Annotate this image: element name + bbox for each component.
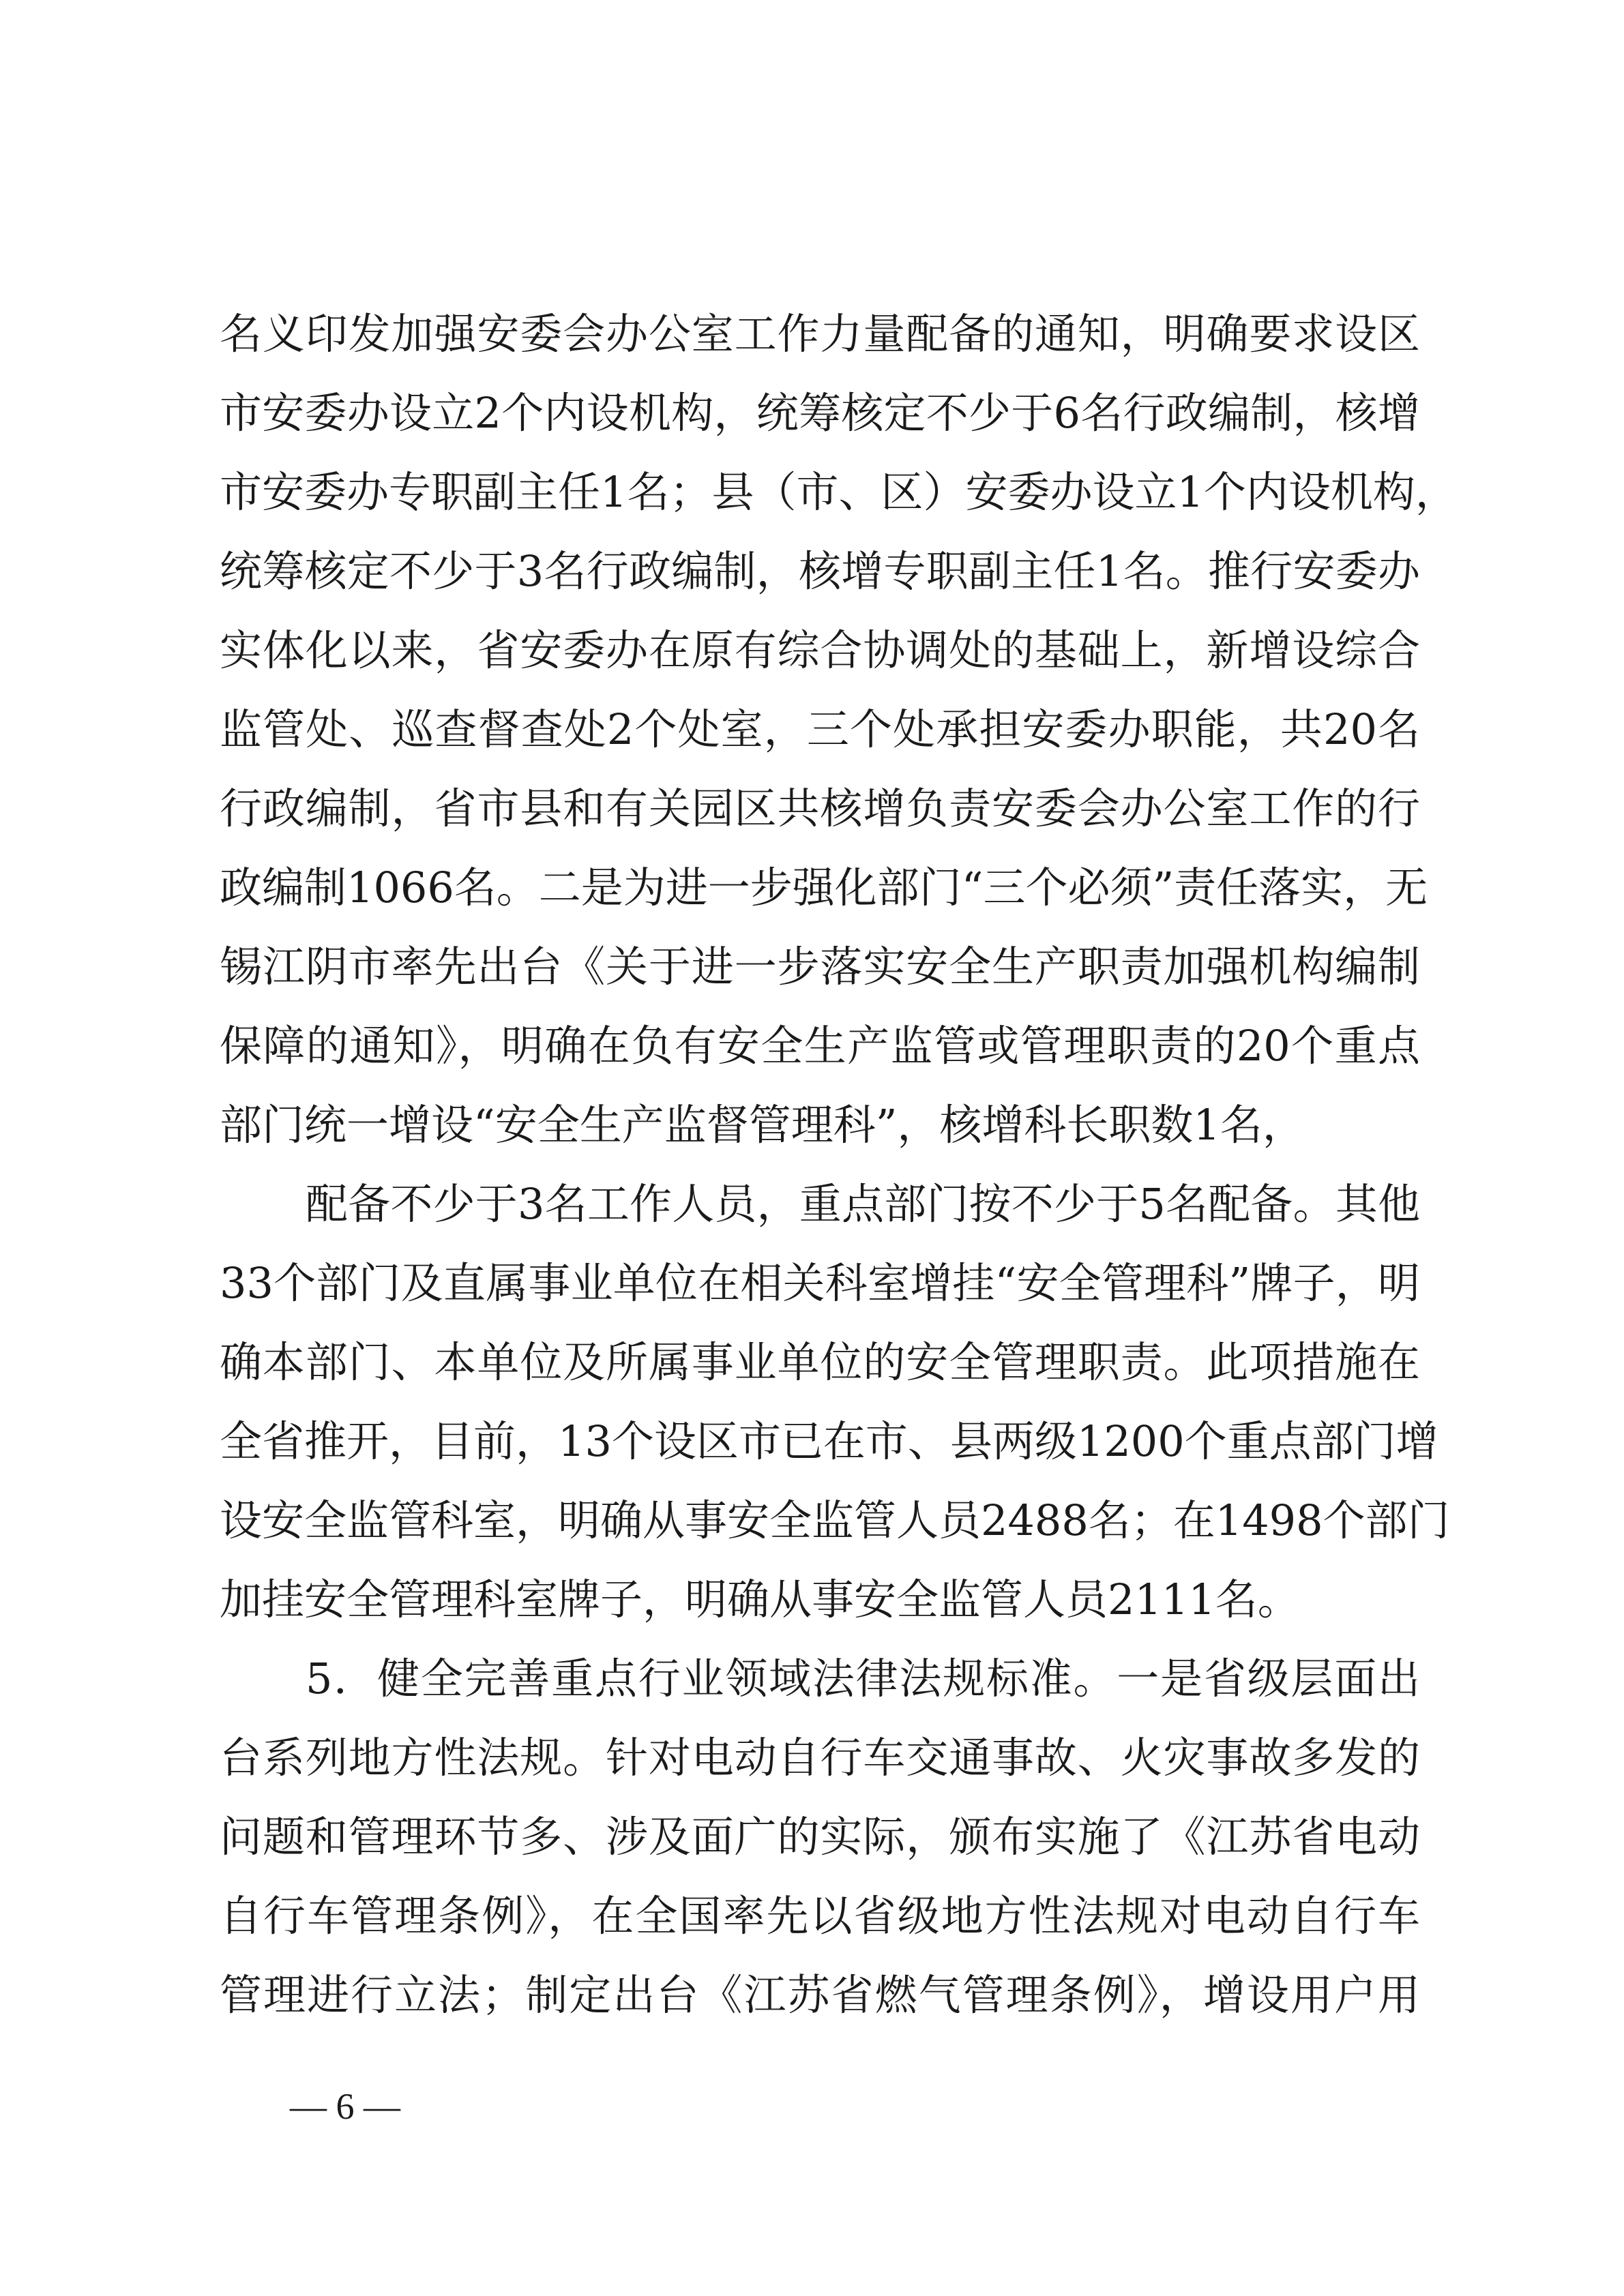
text-line: 加挂安全管理科室牌子，明确从事安全监管人员2111名。 bbox=[220, 1575, 1300, 1624]
text-line: 保障的通知》，明确在负有安全生产监管或管理职责的20个重点 bbox=[220, 1021, 1420, 1071]
text-line: 配备不少于3名工作人员，重点部门按不少于5名配备。其他 bbox=[306, 1179, 1420, 1229]
text-line: 监管处、巡查督查处2个处室，三个处承担安委办职能，共20名 bbox=[220, 704, 1420, 754]
page-number: — 6 — bbox=[290, 2086, 400, 2127]
text-line: 全省推开，目前，13个设区市已在市、县两级1200个重点部门增 bbox=[220, 1416, 1438, 1466]
text-line: 管理进行立法；制定出台《江苏省燃气管理条例》，增设用户用 bbox=[220, 1970, 1420, 2020]
text-line: 自行车管理条例》，在全国率先以省级地方性法规对电动自行车 bbox=[220, 1891, 1420, 1941]
text-line: 名义印发加强安委会办公室工作力量配备的通知，明确要求设区 bbox=[220, 309, 1420, 359]
body-text bbox=[220, 295, 1458, 2035]
text-line: 统筹核定不少于3名行政编制，核增专职副主任1名。推行安委办 bbox=[220, 546, 1420, 596]
text-line: 设安全监管科室，明确从事安全监管人员2488名；在1498个部门 bbox=[220, 1495, 1450, 1545]
text-line: 政编制1066名。二是为进一步强化部门“三个必须”责任落实，无 bbox=[220, 863, 1428, 912]
text-line: 锡江阴市率先出台《关于进一步落实安全生产职责加强机构编制 bbox=[220, 942, 1420, 992]
text-line: 问题和管理环节多、涉及面广的实际，颁布实施了《江苏省电动 bbox=[220, 1812, 1420, 1862]
text-line: 台系列地方性法规。针对电动自行车交通事故、火灾事故多发的 bbox=[220, 1733, 1420, 1783]
text-line: 部门统一增设“安全生产监督管理科”，核增科长职数1名， bbox=[220, 1100, 1305, 1150]
text-line: 实体化以来，省安委办在原有综合协调处的基础上，新增设综合 bbox=[220, 625, 1420, 675]
text-line: 5．健全完善重点行业领域法律法规标准。一是省级层面出 bbox=[306, 1654, 1420, 1703]
text-line: 市安委办专职副主任1名；县（市、区）安委办设立1个内设机构， bbox=[220, 467, 1458, 517]
text-line: 市安委办设立2个内设机构，统筹核定不少于6名行政编制，核增 bbox=[220, 388, 1420, 438]
text-line: 行政编制，省市县和有关园区共核增负责安委会办公室工作的行 bbox=[220, 784, 1420, 833]
text-line: 确本部门、本单位及所属事业单位的安全管理职责。此项措施在 bbox=[220, 1337, 1420, 1387]
text-line: 33个部门及直属事业单位在相关科室增挂“安全管理科”牌子，明 bbox=[220, 1258, 1420, 1308]
